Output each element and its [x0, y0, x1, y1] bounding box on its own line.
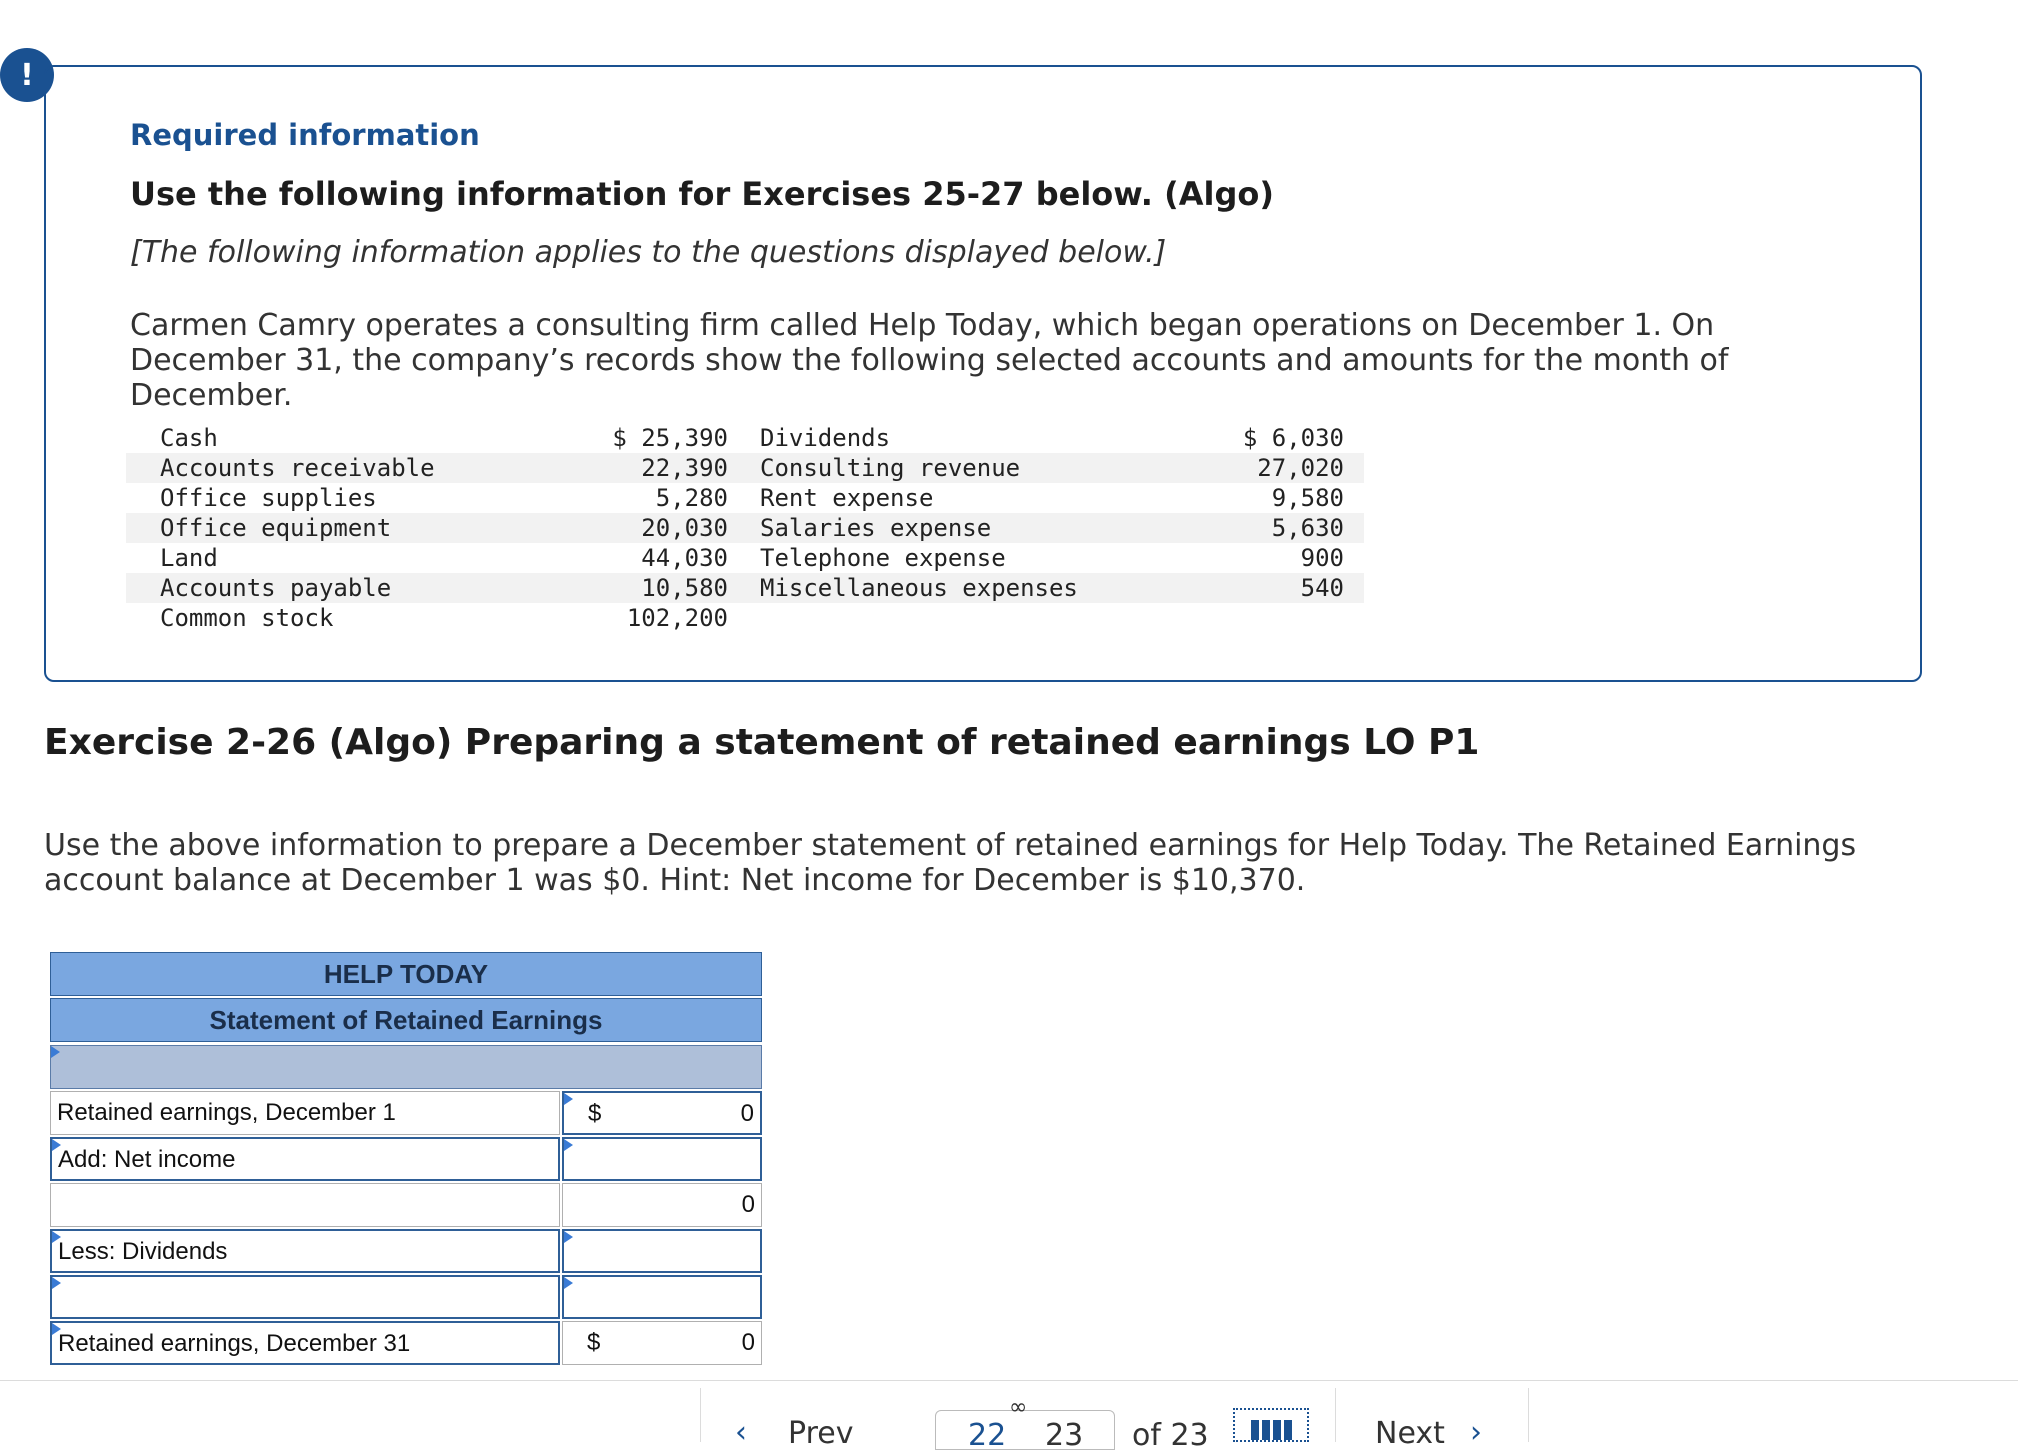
table-row: [126, 513, 1364, 543]
account-name: Land: [160, 544, 218, 572]
next-page-number[interactable]: 23: [1045, 1418, 1084, 1453]
account-name: Accounts payable: [126, 573, 482, 603]
next-button[interactable]: Next: [1375, 1416, 1445, 1451]
account-amount: 900: [1300, 544, 1344, 572]
account-amount: [1216, 603, 1364, 633]
account-name: Accounts receivable: [126, 453, 482, 483]
account-name: Consulting revenue: [760, 453, 1216, 483]
table-row: [126, 603, 1364, 633]
nav-separator: [700, 1388, 701, 1442]
accounts-table: [126, 423, 1364, 633]
statement-label-cell: [50, 1183, 560, 1227]
account-amount: 102,200: [626, 604, 728, 632]
account-name: Rent expense: [760, 484, 934, 512]
nav-divider: [0, 1380, 2018, 1381]
label-select[interactable]: [50, 1275, 560, 1319]
currency-sign: $: [588, 1100, 602, 1127]
dropdown-marker-icon: [52, 1323, 61, 1335]
exercise-title: Exercise 2-26 (Algo) Preparing a statement of retained earnings LO P1: [44, 722, 1480, 763]
dropdown-marker-icon: [564, 1277, 573, 1289]
account-name: Miscellaneous expenses: [760, 573, 1216, 603]
statement-date-input[interactable]: [50, 1045, 762, 1089]
account-amount: 5,630: [1216, 513, 1364, 543]
amount-input[interactable]: [562, 1091, 762, 1135]
dropdown-marker-icon: [564, 1231, 573, 1243]
account-amount: 9,580: [1271, 484, 1344, 512]
account-amount: 5,280: [655, 484, 728, 512]
account-name: Dividends: [760, 424, 891, 452]
amount-value: 0: [741, 1191, 755, 1218]
table-row: [126, 543, 1364, 573]
statement-label: Retained earnings, December 1: [57, 1099, 396, 1126]
label-select[interactable]: [50, 1229, 560, 1273]
total-cell: [562, 1321, 762, 1365]
account-name: Cash: [160, 424, 218, 452]
account-amount: $ 25,390: [612, 424, 728, 452]
prev-button[interactable]: Prev: [788, 1416, 854, 1451]
account-name: Office equipment: [126, 513, 482, 543]
account-name: Salaries expense: [760, 513, 1216, 543]
amount-input[interactable]: [562, 1275, 762, 1319]
label-select[interactable]: [50, 1321, 560, 1365]
statement-title: Statement of Retained Earnings: [50, 998, 762, 1042]
required-info-heading: Use the following information for Exercises 25-27 below. (Algo): [130, 175, 1274, 213]
amount-input[interactable]: [562, 1229, 762, 1273]
required-info-note: [The following information applies to the questions displayed below.]: [130, 235, 1167, 270]
dropdown-marker-icon: [564, 1093, 573, 1105]
label-select[interactable]: [50, 1137, 560, 1181]
required-info-title: Required information: [130, 118, 480, 152]
account-amount: 10,580: [482, 573, 760, 603]
account-amount: 27,020: [1216, 453, 1364, 483]
statement-label: Retained earnings, December 31: [58, 1330, 411, 1357]
current-page-number[interactable]: 22: [968, 1418, 1007, 1453]
retained-earnings-statement: [50, 952, 762, 1366]
grid-view-icon[interactable]: [1233, 1408, 1309, 1442]
account-amount: $ 6,030: [1242, 424, 1344, 452]
exercise-instructions: Use the above information to prepare a December statement of retained earnings for Help Today. The Retained Earnings account balance at December 1 was $0. Hint: Net income for December is $10,370.: [44, 828, 1857, 898]
chevron-left-icon: ‹: [735, 1415, 747, 1450]
account-amount: 540: [1216, 573, 1364, 603]
table-row: [126, 573, 1364, 603]
account-name: [760, 603, 1216, 633]
statement-label-cell: [50, 1091, 560, 1135]
amount-value: 0: [741, 1329, 755, 1356]
table-row: [126, 423, 1364, 453]
dropdown-marker-icon: [52, 1231, 61, 1243]
account-name: Office supplies: [160, 484, 377, 512]
dropdown-marker-icon: [51, 1046, 60, 1058]
nav-separator: [1335, 1388, 1336, 1442]
table-row: [126, 483, 1364, 513]
nav-separator: [1528, 1388, 1529, 1442]
amount-input[interactable]: [562, 1137, 762, 1181]
alert-icon: !: [0, 48, 54, 102]
currency-sign: $: [587, 1329, 601, 1356]
dropdown-marker-icon: [52, 1277, 61, 1289]
account-amount: 20,030: [482, 513, 760, 543]
page-total: of 23: [1132, 1418, 1209, 1453]
link-icon: ∞: [1009, 1395, 1028, 1420]
statement-company-name: HELP TODAY: [50, 952, 762, 996]
dropdown-marker-icon: [52, 1139, 61, 1151]
account-amount: 22,390: [482, 453, 760, 483]
dropdown-marker-icon: [564, 1139, 573, 1151]
account-name: Common stock: [160, 604, 334, 632]
amount-value: 0: [740, 1100, 754, 1127]
account-amount: 44,030: [641, 544, 728, 572]
subtotal-cell: [562, 1183, 762, 1227]
required-info-paragraph: Carmen Camry operates a consulting firm called Help Today, which began operations on December 1. On December 31, the company’s records show the following selected accounts and amounts for the month of December.: [130, 308, 1729, 413]
chevron-right-icon: ›: [1470, 1415, 1482, 1450]
statement-label: Add: Net income: [58, 1146, 236, 1173]
account-name: Telephone expense: [760, 544, 1006, 572]
statement-label: Less: Dividends: [58, 1238, 228, 1265]
table-row: [126, 453, 1364, 483]
